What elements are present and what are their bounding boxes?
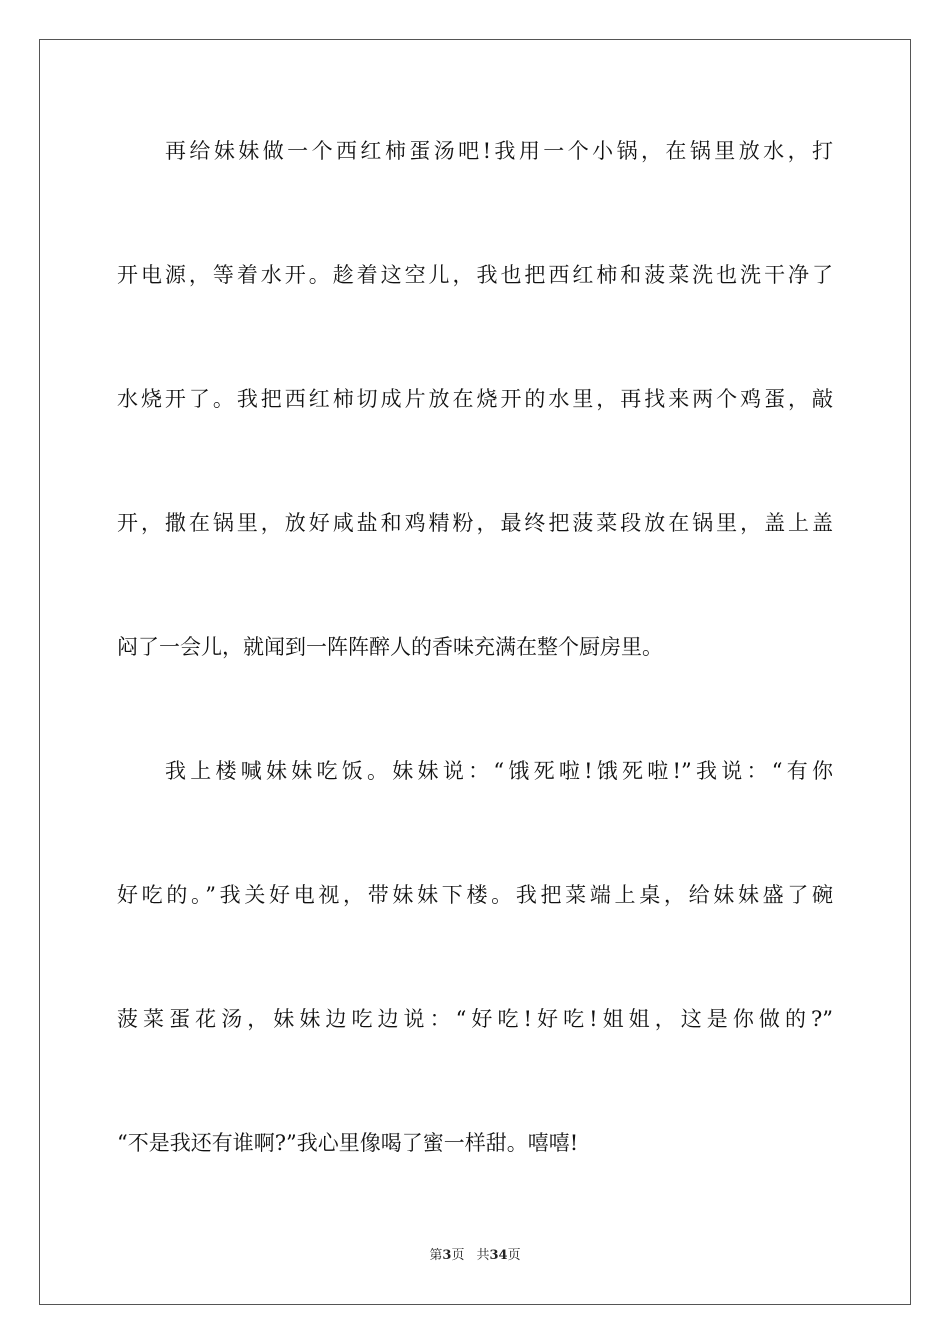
paragraph-1-line-1: 再给妹妹做一个西红柿蛋汤吧!我用一个小锅，在锅里放水，打 — [165, 139, 833, 163]
footer-total-prefix: 共 — [476, 1248, 490, 1263]
footer-page-suffix: 页 — [451, 1248, 465, 1263]
paragraph-1-line-4: 开，撒在锅里，放好咸盐和鸡精粉，最终把菠菜段放在锅里，盖上盖 — [117, 511, 833, 535]
paragraph-1-line-5: 闷了一会儿，就闻到一阵阵醉人的香味充满在整个厨房里。 — [117, 635, 663, 659]
footer-page-total: 34 — [489, 1248, 508, 1263]
paragraph-2-line-1: 我上楼喊妹妹吃饭。妹妹说：“饿死啦!饿死啦!”我说：“有你 — [165, 759, 833, 783]
paragraph-1-line-2: 开电源，等着水开。趁着这空儿，我也把西红柿和菠菜洗也洗干净了 — [117, 263, 833, 287]
footer-page-current: 3 — [442, 1248, 452, 1263]
paragraph-2-line-2: 好吃的。”我关好电视，带妹妹下楼。我把菜端上桌，给妹妹盛了碗 — [117, 883, 833, 907]
paragraph-2-line-3: 菠菜蛋花汤，妹妹边吃边说：“好吃!好吃!姐姐，这是你做的?” — [117, 1007, 833, 1031]
page-frame — [39, 39, 911, 1305]
paragraph-1-line-3: 水烧开了。我把西红柿切成片放在烧开的水里，再找来两个鸡蛋，敲 — [117, 387, 833, 411]
footer-page-prefix: 第 — [429, 1248, 443, 1263]
page-footer — [0, 1247, 950, 1265]
paragraph-2-line-4: “不是我还有谁啊?”我心里像喝了蜜一样甜。嘻嘻! — [117, 1131, 579, 1155]
footer-total-suffix: 页 — [507, 1248, 521, 1263]
